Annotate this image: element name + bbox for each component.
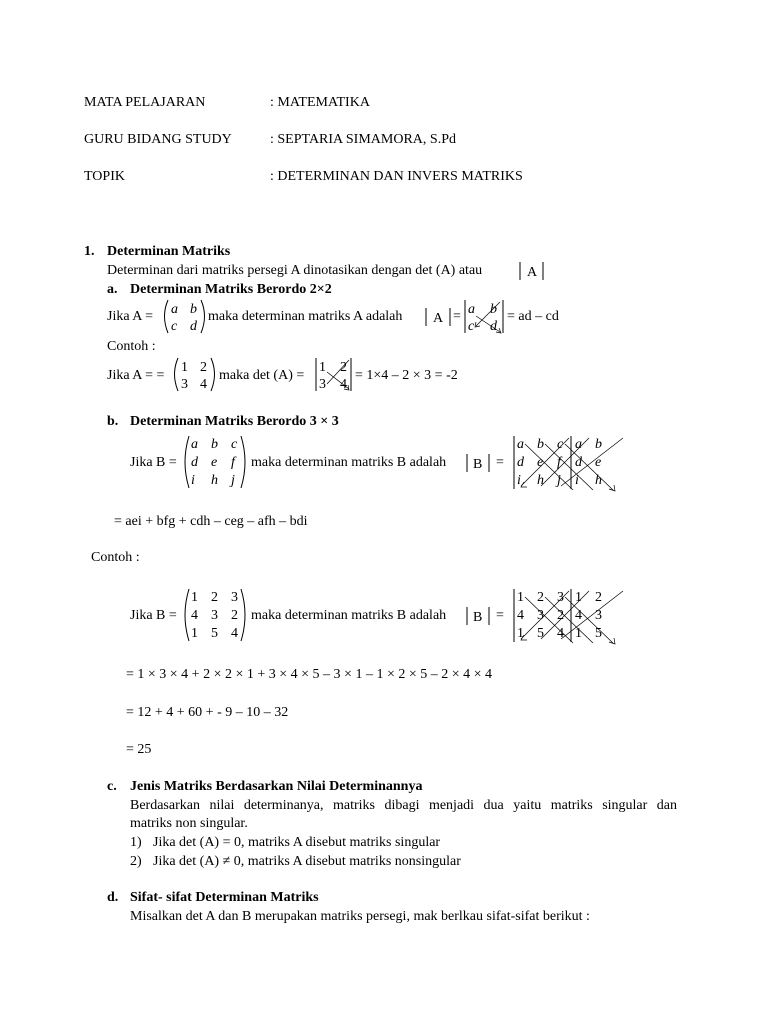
subsection-c-para-line1: Berdasarkan nilai determinanya, matriks dibagi menjadi dua yaitu matriks singular dan xyxy=(130,798,677,813)
matrix-a-2x2 xyxy=(162,298,208,336)
calc-step-2: = 12 + 4 + 60 + - 9 – 10 – 32 xyxy=(126,705,289,720)
det-a-result: = ad – cd xyxy=(507,309,559,324)
svg-text:2: 2 xyxy=(231,608,238,623)
subsection-d-title: Sifat- sifat Determinan Matriks xyxy=(130,890,319,905)
svg-text:e: e xyxy=(595,455,602,470)
svg-text:2: 2 xyxy=(595,590,602,605)
svg-text:5: 5 xyxy=(211,626,218,641)
svg-text:c: c xyxy=(557,437,564,452)
svg-text:e: e xyxy=(537,455,544,470)
subsection-d-marker: d. xyxy=(107,890,119,905)
svg-text:b: b xyxy=(490,302,497,317)
svg-text:f: f xyxy=(231,455,235,470)
jika-a-label: Jika A = xyxy=(107,309,154,324)
subsection-c-para-line2: matriks non singular. xyxy=(130,816,248,831)
list-item-num-2: 2) xyxy=(130,854,142,869)
svg-text:2: 2 xyxy=(211,590,218,605)
contoh-a-maka: maka det (A) = xyxy=(219,368,305,383)
svg-text:b: b xyxy=(190,302,197,317)
svg-text:a: a xyxy=(517,437,524,452)
header-label-topic: TOPIK xyxy=(84,169,125,184)
svg-text:e: e xyxy=(211,455,218,470)
svg-text:B: B xyxy=(473,457,483,472)
svg-text:d: d xyxy=(191,455,198,470)
svg-text:a: a xyxy=(575,437,582,452)
maka-b-text: maka determinan matriks B adalah xyxy=(251,455,447,470)
det-a-cross xyxy=(462,298,510,336)
svg-text:j: j xyxy=(557,473,561,488)
header-value-subject: : MATEMATIKA xyxy=(270,95,370,110)
det-a-eq: = xyxy=(453,309,461,324)
svg-text:a: a xyxy=(171,302,178,317)
matrix-a-example xyxy=(172,356,218,394)
svg-text:1: 1 xyxy=(191,626,198,641)
subsection-a-title: Determinan Matriks Berordo 2×2 xyxy=(130,282,332,297)
svg-text:j: j xyxy=(231,473,235,488)
matrix-b-example xyxy=(183,587,249,643)
maka-a-text: maka determinan matriks A adalah xyxy=(208,309,403,324)
svg-text:3: 3 xyxy=(211,608,218,623)
svg-text:1: 1 xyxy=(181,360,188,375)
svg-text:a: a xyxy=(468,302,475,317)
det-b-sarrus xyxy=(511,434,631,492)
header-label-teacher: GURU BIDANG STUDY xyxy=(84,132,232,147)
svg-text:A: A xyxy=(433,311,444,326)
svg-text:1: 1 xyxy=(517,590,524,605)
svg-text:1: 1 xyxy=(191,590,198,605)
svg-text:2: 2 xyxy=(557,608,564,623)
contoh-a-jika: Jika A = = xyxy=(107,368,165,383)
list-item-num-1: 1) xyxy=(130,835,142,850)
svg-text:3: 3 xyxy=(595,608,602,623)
subsection-a-marker: a. xyxy=(107,282,118,297)
calc-step-3: = 25 xyxy=(126,742,152,757)
svg-text:3: 3 xyxy=(231,590,238,605)
svg-text:1: 1 xyxy=(319,360,326,375)
svg-text:c: c xyxy=(171,319,178,334)
det-b-example-eq: = xyxy=(496,608,504,623)
svg-text:3: 3 xyxy=(181,377,188,392)
svg-text:1: 1 xyxy=(575,626,582,641)
section-intro: Determinan dari matriks persegi A dinotasikan dengan det (A) atau xyxy=(107,263,483,278)
subsection-c-title: Jenis Matriks Berdasarkan Nilai Determinannya xyxy=(130,779,423,794)
header-value-topic: : DETERMINAN DAN INVERS MATRIKS xyxy=(270,169,523,184)
svg-text:B: B xyxy=(473,610,483,625)
contoh-a-label: Contoh : xyxy=(107,339,156,354)
svg-text:h: h xyxy=(211,473,218,488)
svg-text:A: A xyxy=(527,265,538,280)
list-item-1: Jika det (A) = 0, matriks A disebut matriks singular xyxy=(153,835,441,850)
contoh-b-maka: maka determinan matriks B adalah xyxy=(251,608,447,623)
svg-text:i: i xyxy=(191,473,195,488)
svg-text:b: b xyxy=(595,437,602,452)
svg-text:i: i xyxy=(517,473,521,488)
contoh-b-jika: Jika B = xyxy=(130,608,177,623)
header-label-subject: MATA PELAJARAN xyxy=(84,95,206,110)
svg-text:2: 2 xyxy=(537,590,544,605)
svg-text:b: b xyxy=(537,437,544,452)
svg-text:d: d xyxy=(575,455,582,470)
svg-text:2: 2 xyxy=(340,360,347,375)
svg-text:d: d xyxy=(490,319,497,334)
svg-text:d: d xyxy=(517,455,524,470)
svg-text:4: 4 xyxy=(557,626,564,641)
svg-text:4: 4 xyxy=(200,377,207,392)
matrix-b-3x3 xyxy=(183,434,249,490)
det-b-eq: = xyxy=(496,455,504,470)
svg-text:c: c xyxy=(231,437,238,452)
contoh-a-result: = 1×4 – 2 × 3 = -2 xyxy=(355,368,458,383)
svg-text:3: 3 xyxy=(557,590,564,605)
svg-text:2: 2 xyxy=(200,360,207,375)
svg-text:a: a xyxy=(191,437,198,452)
section-number: 1. xyxy=(84,244,95,259)
section-title: Determinan Matriks xyxy=(107,244,231,259)
svg-text:4: 4 xyxy=(231,626,238,641)
svg-text:3: 3 xyxy=(537,608,544,623)
subsection-b-title: Determinan Matriks Berordo 3 × 3 xyxy=(130,414,339,429)
det-a-example-cross xyxy=(313,356,361,394)
det-b-example-sarrus xyxy=(511,587,631,645)
svg-text:c: c xyxy=(468,319,475,334)
svg-text:5: 5 xyxy=(537,626,544,641)
list-item-2: Jika det (A) ≠ 0, matriks A disebut matriks nonsingular xyxy=(153,854,461,869)
svg-text:4: 4 xyxy=(575,608,582,623)
svg-text:5: 5 xyxy=(595,626,602,641)
svg-text:i: i xyxy=(575,473,579,488)
svg-text:1: 1 xyxy=(517,626,524,641)
svg-text:4: 4 xyxy=(340,377,347,392)
svg-text:h: h xyxy=(595,473,602,488)
header-value-teacher: : SEPTARIA SIMAMORA, S.Pd xyxy=(270,132,456,147)
svg-text:1: 1 xyxy=(575,590,582,605)
formula-b: = aei + bfg + cdh – ceg – afh – bdi xyxy=(114,514,308,529)
svg-text:h: h xyxy=(537,473,544,488)
svg-text:d: d xyxy=(190,319,197,334)
svg-text:b: b xyxy=(211,437,218,452)
calc-step-1: = 1 × 3 × 4 + 2 × 2 × 1 + 3 × 4 × 5 – 3 × 1 – 1 × 2 × 5 – 2 × 4 × 4 xyxy=(126,667,493,682)
subsection-b-marker: b. xyxy=(107,414,119,429)
contoh-b-label: Contoh : xyxy=(91,550,140,565)
subsection-d-para: Misalkan det A dan B merupakan matriks persegi, mak berlkau sifat-sifat berikut : xyxy=(130,909,590,924)
jika-b-label: Jika B = xyxy=(130,455,177,470)
svg-text:3: 3 xyxy=(319,377,326,392)
svg-text:4: 4 xyxy=(191,608,198,623)
svg-text:4: 4 xyxy=(517,608,524,623)
svg-text:f: f xyxy=(557,455,561,470)
subsection-c-marker: c. xyxy=(107,779,117,794)
intro-abs-notation xyxy=(517,260,557,282)
